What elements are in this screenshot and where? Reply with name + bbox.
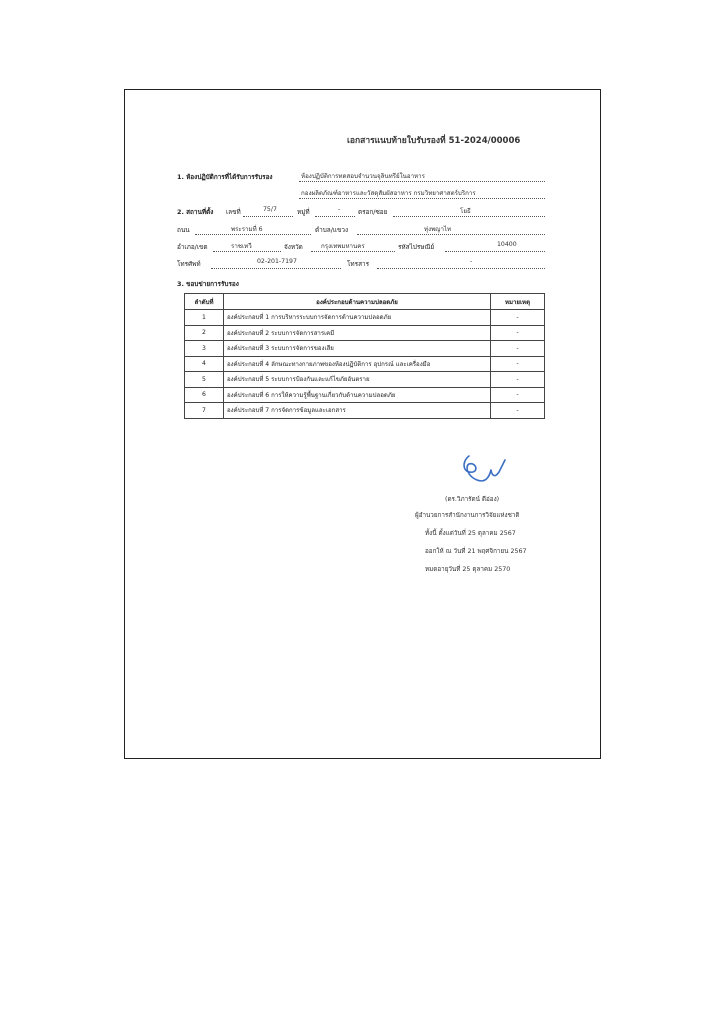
dotted-line — [195, 234, 311, 235]
row-note: - — [491, 325, 545, 341]
header-note: หมายเหตุ — [491, 294, 545, 310]
postcode-value: 10400 — [497, 241, 517, 248]
district-value: ราชเทวี — [231, 243, 252, 250]
row-item: องค์ประกอบที่ 6 การให้ความรู้พื้นฐานเกี่ยวกับด้านความปลอดภัย — [224, 387, 491, 403]
row-item: องค์ประกอบที่ 2 ระบบการจัดการสารเคมี — [224, 325, 491, 341]
table-header-row — [185, 294, 545, 310]
row-note: - — [491, 341, 545, 357]
lab-name-line2: กองผลิตภัณฑ์อาหารและวัสดุสัมผัสอาหาร กรมวิทยาศาสตร์บริการ — [301, 190, 476, 197]
dotted-line — [445, 251, 545, 252]
row-no: 2 — [185, 325, 224, 341]
row-note: - — [491, 372, 545, 388]
table-row — [185, 310, 545, 326]
row-note: - — [491, 387, 545, 403]
fax-label: โทรสาร — [347, 260, 369, 268]
table-row — [185, 403, 545, 419]
expiry-date: หมดอายุวันที่ 25 ตุลาคม 2570 — [425, 566, 511, 573]
row-no: 7 — [185, 403, 224, 419]
subdistrict-value: ทุ่งพญาไท — [424, 226, 452, 233]
signatory-position: ผู้อำนวยการสำนักงานการวิจัยแห่งชาติ — [415, 512, 520, 519]
row-item: องค์ประกอบที่ 5 ระบบการป้องกันและแก้ไขภัยอันตราย — [224, 372, 491, 388]
province-value: กรุงเทพมหานคร — [321, 243, 365, 250]
row-no: 4 — [185, 356, 224, 372]
row-note: - — [491, 403, 545, 419]
table-row — [185, 387, 545, 403]
road-value: พระรามที่ 6 — [231, 226, 263, 233]
dotted-line — [311, 251, 395, 252]
row-note: - — [491, 310, 545, 326]
soi-value: โยธี — [460, 208, 471, 215]
house-no-value: 75/7 — [263, 206, 277, 213]
row-no: 6 — [185, 387, 224, 403]
accreditation-scope-table — [184, 293, 545, 419]
phone-label: โทรศัพท์ — [177, 260, 201, 268]
dotted-line — [357, 234, 545, 235]
postcode-label: รหัสไปรษณีย์ — [398, 243, 435, 251]
header-no: ลำดับที่ — [185, 294, 224, 310]
fax-value: - — [470, 258, 473, 265]
row-item: องค์ประกอบที่ 4 ลักษณะทางกายภาพของห้องปฏิบัติการ อุปกรณ์ และเครื่องมือ — [224, 356, 491, 372]
issued-date: ออกให้ ณ วันที่ 21 พฤศจิกายน 2567 — [425, 548, 527, 555]
district-label: อำเภอ/เขต — [177, 243, 208, 251]
dotted-line — [211, 268, 341, 269]
dotted-line — [315, 216, 355, 217]
section2-label: 2. สถานที่ตั้ง — [177, 208, 214, 216]
road-label: ถนน — [177, 226, 190, 234]
document-title: เอกสารแนบท้ายใบรับรองที่ 51-2024/00006 — [347, 136, 521, 146]
section3-label: 3. ขอบข่ายการรับรอง — [177, 280, 239, 288]
phone-value: 02-201-7197 — [257, 258, 297, 265]
dotted-line — [299, 198, 545, 199]
effective-date: ทั้งนี้ ตั้งแต่วันที่ 25 ตุลาคม 2567 — [425, 530, 516, 537]
dotted-line — [299, 181, 545, 182]
row-item: องค์ประกอบที่ 7 การจัดการข้อมูลและเอกสาร — [224, 403, 491, 419]
house-no-label: เลขที่ — [226, 208, 241, 216]
row-no: 3 — [185, 341, 224, 357]
moo-label: หมู่ที่ — [297, 208, 310, 216]
row-item: องค์ประกอบที่ 3 ระบบการจัดการของเสีย — [224, 341, 491, 357]
document-page — [124, 89, 601, 759]
dotted-line — [393, 216, 545, 217]
subdistrict-label: ตำบล/แขวง — [315, 226, 349, 234]
dotted-line — [213, 251, 281, 252]
signature-mark — [455, 450, 515, 486]
row-no: 5 — [185, 372, 224, 388]
header-item: องค์ประกอบด้านความปลอดภัย — [224, 294, 491, 310]
moo-value: - — [338, 206, 341, 213]
dotted-line — [377, 268, 545, 269]
dotted-line — [243, 216, 293, 217]
row-no: 1 — [185, 310, 224, 326]
province-label: จังหวัด — [284, 243, 303, 251]
row-note: - — [491, 356, 545, 372]
row-item: องค์ประกอบที่ 1 การบริหารระบบการจัดการด้านความปลอดภัย — [224, 310, 491, 326]
section1-label: 1. ห้องปฏิบัติการที่ได้รับการรับรอง — [177, 173, 273, 181]
soi-label: ตรอก/ซอย — [358, 208, 388, 216]
table-row — [185, 325, 545, 341]
table-row — [185, 356, 545, 372]
table-row — [185, 341, 545, 357]
signatory-name: (ดร.วิภารัตน์ ดีอ่อง) — [445, 496, 500, 503]
table-row — [185, 372, 545, 388]
lab-name-line1: ห้องปฏิบัติการทดสอบจำนวนจุลินทรีย์ในอาหาร — [301, 173, 425, 180]
